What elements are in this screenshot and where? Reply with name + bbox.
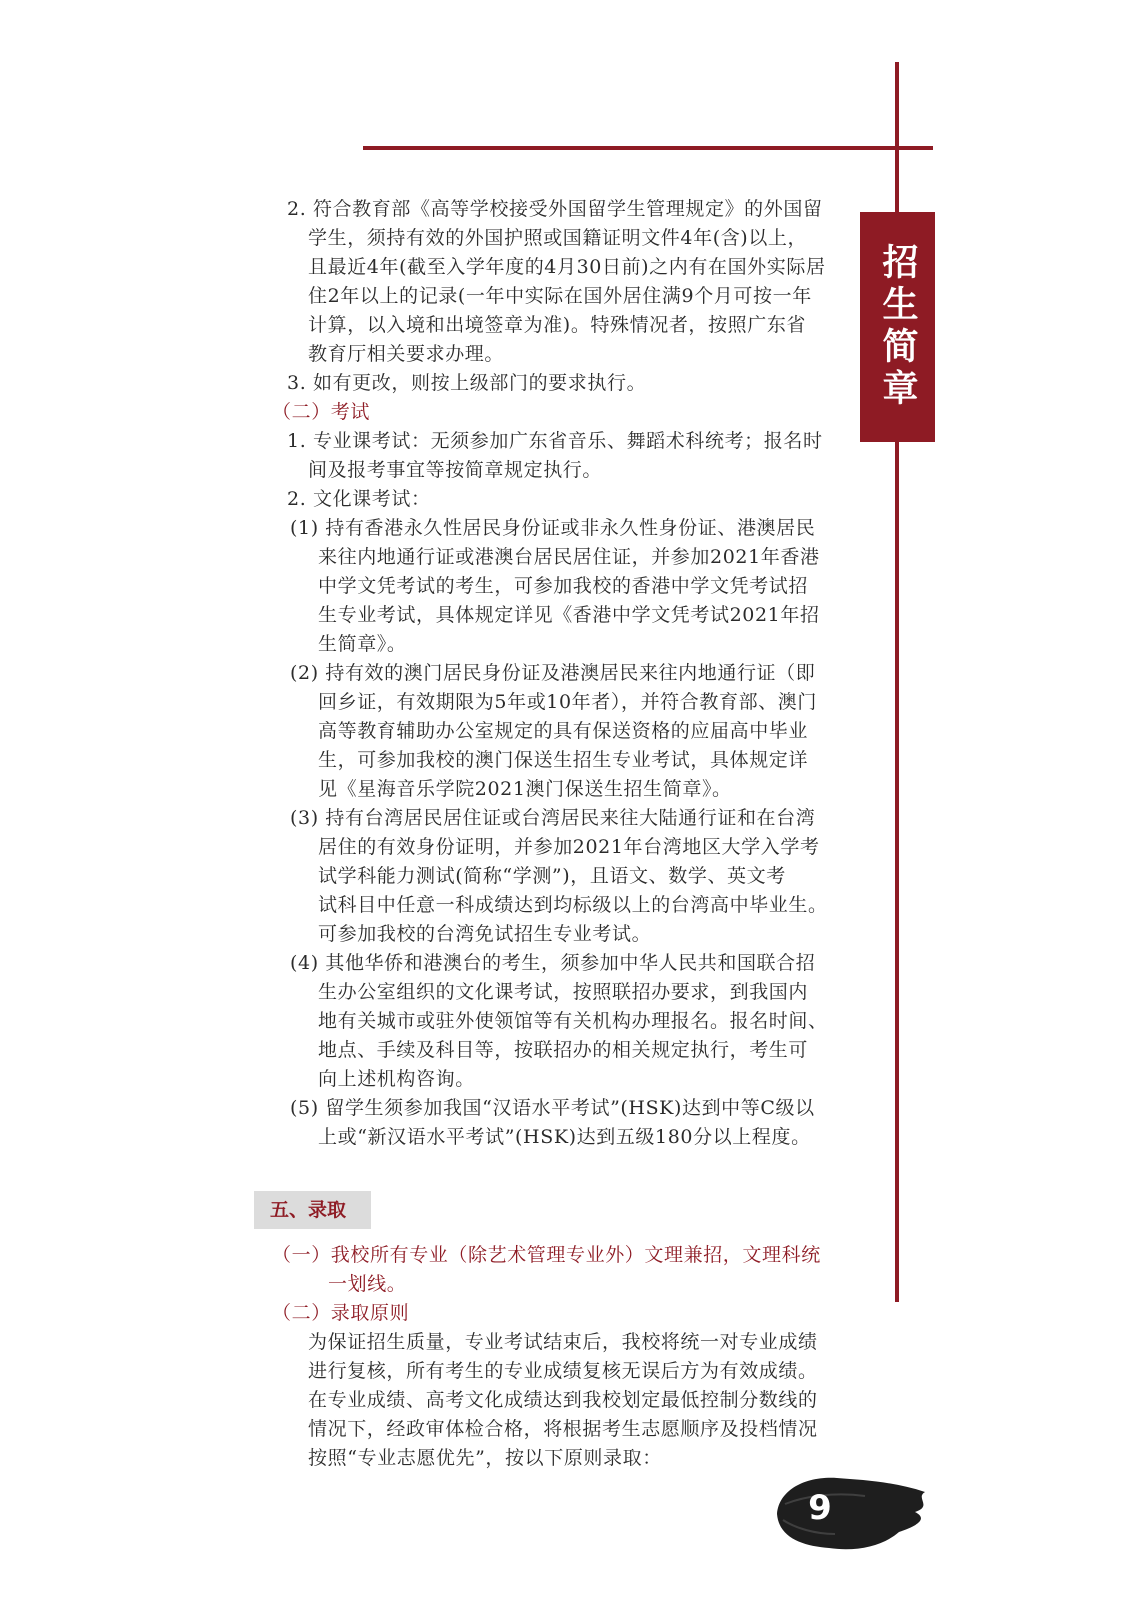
text-line: 可参加我校的台湾免试招生专业考试。 [318, 923, 652, 945]
subheading-admission-1: （一）我校所有专业（除艺术管理专业外）文理兼招，文理科统 [272, 1244, 821, 1266]
text-line: 学生，须持有效的外国护照或国籍证明文件4年(含)以上， [308, 227, 808, 249]
text-line: 上或“新汉语水平考试”(HSK)达到五级180分以上程度。 [318, 1126, 811, 1148]
text-line: 回乡证，有效期限为5年或10年者），并符合教育部、澳门 [318, 691, 817, 713]
text-line: 地点、手续及科目等，按联招办的相关规定执行，考生可 [318, 1039, 809, 1061]
text-line: (1) 持有香港永久性居民身份证或非永久性身份证、港澳居民 [290, 517, 816, 539]
text-line: (3) 持有台湾居民居住证或台湾居民来往大陆通行证和在台湾 [290, 807, 816, 829]
page-number: 9 [808, 1488, 832, 1528]
text-line: 生办公室组织的文化课考试，按照联招办要求，到我国内 [318, 981, 809, 1003]
subheading-admission-2: （二）录取原则 [272, 1302, 410, 1324]
text-line: 情况下，经政审体检合格，将根据考生志愿顺序及投档情况 [308, 1418, 818, 1440]
text-line: 生专业考试，具体规定详见《香港中学文凭考试2021年招 [318, 604, 820, 626]
text-line: 生，可参加我校的澳门保送生招生专业考试，具体规定详 [318, 749, 809, 771]
text-line: 住2年以上的记录(一年中实际在国外居住满9个月可按一年 [308, 285, 812, 307]
text-line: 2. 文化课考试： [287, 488, 431, 510]
text-line: 中学文凭考试的考生，可参加我校的香港中学文凭考试招 [318, 575, 809, 597]
text-line: 高等教育辅助办公室规定的具有保送资格的应届高中毕业 [318, 720, 809, 742]
text-line: 居住的有效身份证明，并参加2021年台湾地区大学入学考 [318, 836, 820, 858]
text-line: 向上述机构咨询。 [318, 1068, 475, 1090]
text-line: 且最近4年(截至入学年度的4月30日前)之内有在国外实际居 [308, 256, 826, 278]
text-line: 在专业成绩、高考文化成绩达到我校划定最低控制分数线的 [308, 1389, 818, 1411]
subheading-admission-1-cont: 一划线。 [328, 1273, 407, 1295]
text-line: 生简章》。 [318, 633, 407, 655]
section-heading: 五、录取 [254, 1191, 371, 1229]
text-line: 1. 专业课考试：无须参加广东省音乐、舞蹈术科统考；报名时 [287, 430, 823, 452]
text-line: 地有关城市或驻外使领馆等有关机构办理报名。报名时间、 [318, 1010, 828, 1032]
text-line: 试学科能力测试(简称“学测”)，且语文、数学、英文考 [318, 865, 786, 887]
text-line: 按照“专业志愿优先”，按以下原则录取： [308, 1447, 662, 1469]
header-rule [363, 146, 933, 150]
text-line: 来往内地通行证或港澳台居民居住证，并参加2021年香港 [318, 546, 820, 568]
side-tab [860, 212, 935, 442]
text-line: 3. 如有更改，则按上级部门的要求执行。 [287, 372, 647, 394]
text-line: (5) 留学生须参加我国“汉语水平考试”(HSK)达到中等C级以 [290, 1097, 815, 1119]
text-line: 为保证招生质量，专业考试结束后，我校将统一对专业成绩 [308, 1331, 818, 1353]
text-line: (4) 其他华侨和港澳台的考生，须参加中华人民共和国联合招 [290, 952, 816, 974]
text-line: 见《星海音乐学院2021澳门保送生招生简章》。 [318, 778, 732, 800]
text-line: 试科目中任意一科成绩达到均标级以上的台湾高中毕业生。 [318, 894, 828, 916]
text-line: 进行复核，所有考生的专业成绩复核无误后方为有效成绩。 [308, 1360, 818, 1382]
page-number-brush [765, 1468, 935, 1558]
text-line: (2) 持有效的澳门居民身份证及港澳居民来往内地通行证（即 [290, 662, 816, 684]
text-line: 2. 符合教育部《高等学校接受外国留学生管理规定》的外国留 [287, 198, 823, 220]
text-line: 间及报考事宜等按简章规定执行。 [308, 459, 603, 481]
subheading-exam: （二）考试 [272, 401, 371, 423]
text-line: 计算，以入境和出境签章为准)。特殊情况者，按照广东省 [308, 314, 807, 336]
side-tab-title: 招生简章 [877, 243, 918, 411]
text-line: 教育厅相关要求办理。 [308, 343, 505, 365]
